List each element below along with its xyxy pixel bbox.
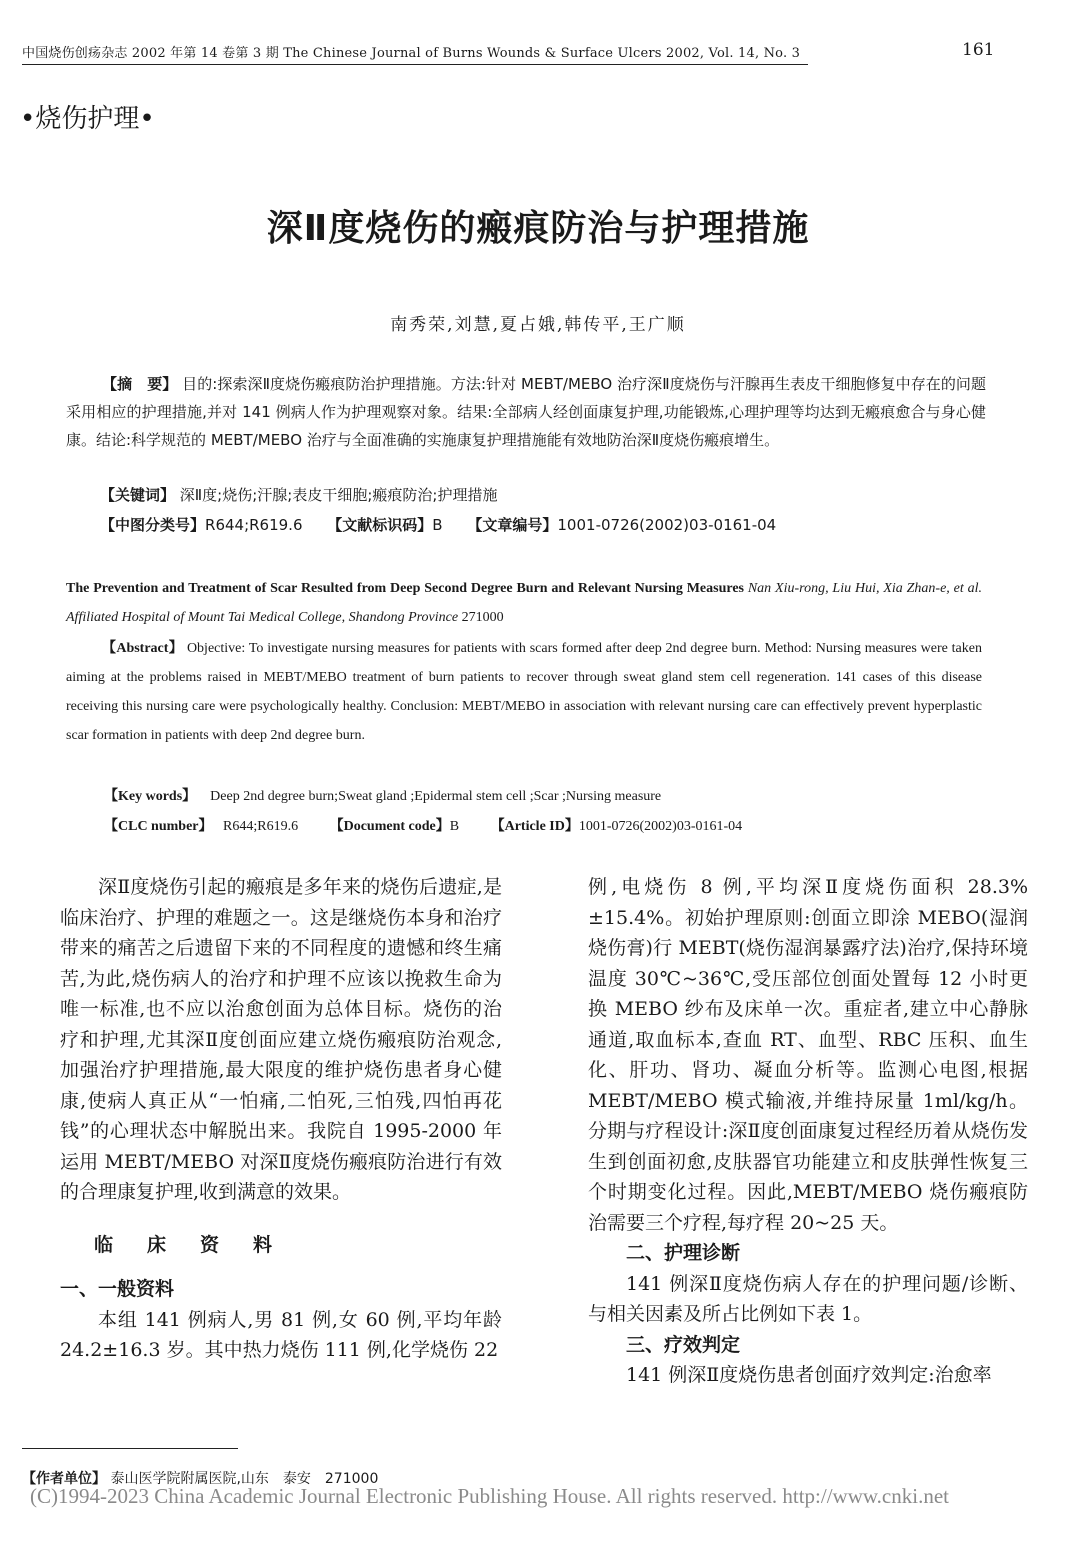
en-title: The Prevention and Treatment of Scar Resulted from Deep Second Degree Burn and Relevant Nursing Measures — [66, 581, 744, 596]
cn-keywords-label: 【关键词】 — [100, 486, 176, 504]
en-abstract-text: Objective: To investigate nursing measures for patients with scars formed after deep 2nd degree burn. Method: Nursing measures were taken aiming at the problems raised in MEBT/MEBO treatment of burn patients to recover through sweat gland stem cell regeneration. 141 cases of this disease receiving this nursing care were psychologically healthy. Conclusion: MEBT/MEBO in association with relevant nursing care can effectively prevent hyperplastic scar formation in patients with deep 2nd degree burn. — [66, 641, 982, 743]
subheading-efficacy: 三、疗效判定 — [626, 1333, 741, 1356]
en-title-block — [66, 574, 982, 632]
cn-doc-label: 【文献标识码】 — [327, 516, 433, 534]
en-clc-label: 【CLC number】 — [104, 819, 213, 834]
cn-abstract-label: 【摘 要】 — [102, 375, 178, 393]
en-authors: Nan Xiu-rong, Liu Hui, Xia Zhan-e, et al. Affiliated Hospital of Mount Tai Medical College, Shandong Province — [66, 581, 982, 625]
cn-keywords — [100, 484, 497, 505]
section-heading-clinical: 临床资料 — [94, 1233, 307, 1256]
en-doc-label: 【Document code】 — [329, 819, 450, 834]
en-clc-value: R644;R619.6 — [223, 819, 299, 834]
body-column-left — [60, 872, 502, 1366]
intro-paragraph: 深Ⅱ度烧伤引起的瘢痕是多年来的烧伤后遗症,是临床治疗、护理的难题之一。这是继烧伤本身和治疗带来的痛苦之后遗留下来的不同程度的遗憾和终生痛苦,为此,烧伤病人的治疗和护理不应该以挽救生命为唯一标准,也不应以治愈创面为总体目标。烧伤的治疗和护理,尤其深Ⅱ度创面应建立烧伤瘢痕防治观念,加强治疗护理措施,最大限度的维护烧伤患者身心健康,使病人真正从“一怕痛,二怕死,三怕残,四怕再花钱”的心理状态中解脱出来。我院自 1995-2000 年运用 MEBT/MEBO 对深Ⅱ度烧伤瘢痕防治进行有效的合理康复护理,收到满意的效果。 — [60, 876, 502, 1203]
general-paragraph: 本组 141 例病人,男 81 例,女 60 例,平均年龄 24.2±16.3 岁。其中热力烧伤 111 例,化学烧伤 22 — [60, 1308, 502, 1361]
cn-article-value: 1001-0726(2002)03-0161-04 — [557, 516, 777, 534]
en-article-value: 1001-0726(2002)03-0161-04 — [578, 819, 743, 834]
footnote-text: 泰山医学院附属医院,山东 泰安 271000 — [110, 1471, 379, 1487]
cn-classification — [100, 514, 796, 535]
en-classification — [104, 815, 770, 835]
en-keywords-text: Deep 2nd degree burn;Sweat gland ;Epidermal stem cell ;Scar ;Nursing measure — [210, 789, 662, 804]
cn-doc-value: B — [432, 516, 443, 534]
cn-clc-label: 【中图分类号】 — [100, 516, 206, 534]
cn-abstract — [66, 370, 986, 454]
section-label: •烧伤护理• — [20, 104, 155, 134]
running-header: 中国烧伤创疡杂志 2002 年第 14 卷第 3 期 The Chinese Journal of Burns Wounds & Surface Ulcers 2002, Vol. 14, No. 3 — [22, 46, 801, 61]
cn-article-label: 【文章编号】 — [467, 516, 558, 534]
footnote-rule — [22, 1448, 238, 1449]
en-article-label: 【Article ID】 — [490, 819, 579, 834]
cn-keywords-text: 深Ⅱ度;烧伤;汗腺;表皮干细胞;瘢痕防治;护理措施 — [179, 486, 498, 504]
article-authors: 南秀荣,刘慧,夏占娥,韩传平,王广顺 — [390, 315, 686, 335]
efficacy-paragraph: 141 例深Ⅱ度烧伤患者创面疗效判定:治愈率 — [626, 1364, 992, 1386]
subheading-general: 一、一般资料 — [60, 1278, 175, 1300]
nursing-diagnosis-paragraph: 141 例深Ⅱ度烧伤病人存在的护理问题/诊断、与相关因素及所占比例如下表 1。 — [588, 1272, 1028, 1325]
en-doc-value: B — [449, 819, 460, 834]
en-keywords-label: 【Key words】 — [104, 789, 197, 804]
article-title: 深Ⅱ度烧伤的瘢痕防治与护理措施 — [266, 208, 810, 249]
en-abstract-label: 【Abstract】 — [102, 641, 184, 656]
en-postcode: 271000 — [461, 610, 504, 625]
en-abstract — [66, 634, 982, 750]
body-column-right — [588, 872, 1028, 1391]
footnote-label: 【作者单位】 — [22, 1471, 106, 1487]
copyright-notice: (C)1994-2023 China Academic Journal Electronic Publishing House. All rights reserved. http://www.cnki.net — [30, 1484, 949, 1508]
treatment-paragraph: 例,电烧伤 8 例,平均深Ⅱ度烧伤面积 28.3%±15.4%。初始护理原则:创面立即涂 MEBO(湿润烧伤膏)行 MEBT(烧伤湿润暴露疗法)治疗,保持环境温度 30℃~36℃,受压部位创面处置每 12 小时更换 MEBO 纱布及床单一次。重症者,建立中心静脉通道,取血标本,查血 RT、血型、RBC 压积、血生化、肝功、肾功、凝血分析等。监测心电图,根据 MEBT/MEBO 模式输液,并维持尿量 1ml/kg/h。分期与疗程设计:深Ⅱ度创面康复过程经历着从烧伤发生到创面初愈,皮肤器官功能建立和皮肤弹性恢复三个时期变化过程。因此,MEBT/MEBO 烧伤瘢痕防治需要三个疗程,每疗程 20~25 天。 — [588, 876, 1028, 1234]
cn-abstract-text: 目的:探索深Ⅱ度烧伤瘢痕防治护理措施。方法:针对 MEBT/MEBO 治疗深Ⅱ度烧伤与汗腺再生表皮干细胞修复中存在的问题采用相应的护理措施,并对 141 例病人作为护理观察对象。结果:全部病人经创面康复护理,功能锻炼,心理护理等均达到无瘢痕愈合与身心健康。结论:科学规范的 MEBT/MEBO 治疗与全面准确的实施康复护理措施能有效地防治深Ⅱ度烧伤瘢痕增生。 — [66, 375, 986, 449]
cn-clc-value: R644;R619.6 — [205, 516, 303, 534]
header-rule — [22, 64, 808, 65]
en-keywords — [104, 785, 661, 805]
subheading-nursing-diagnosis: 二、护理诊断 — [626, 1242, 741, 1264]
page-number: 161 — [962, 40, 995, 60]
